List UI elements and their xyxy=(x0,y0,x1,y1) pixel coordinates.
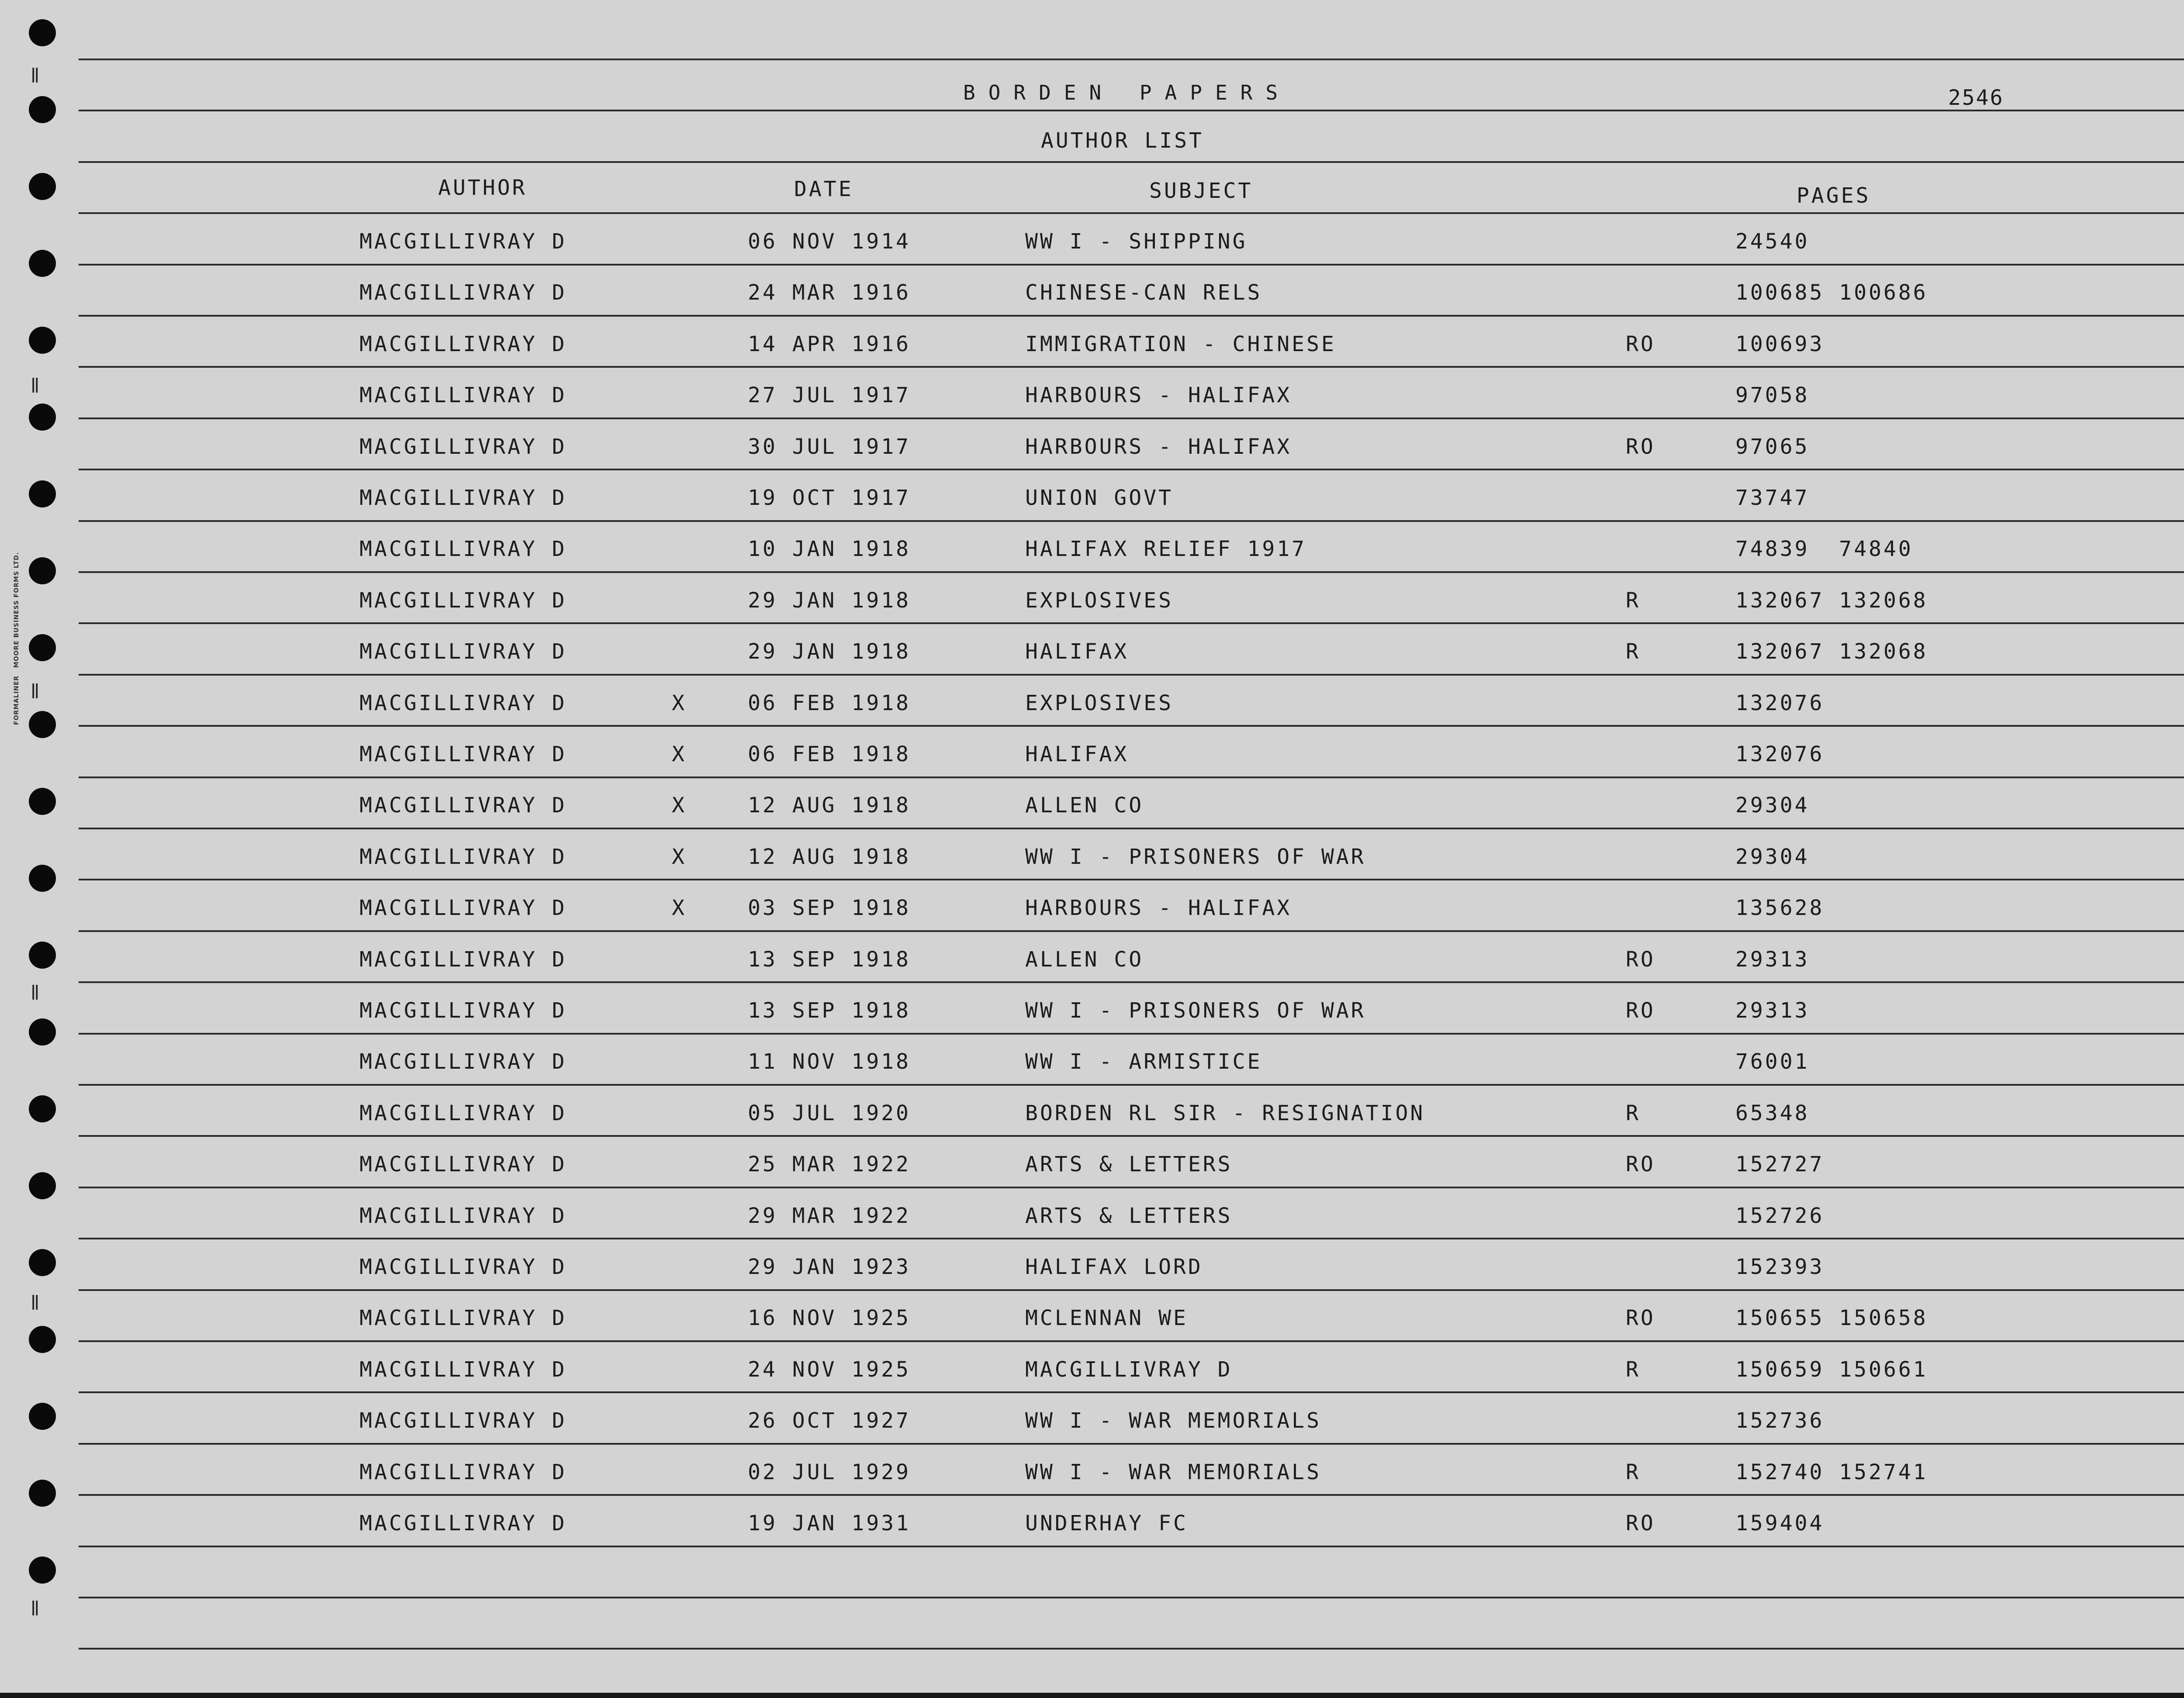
perforation-mark: ‖ xyxy=(31,66,38,83)
subject-cell: UNION GOVT xyxy=(1025,486,1173,510)
page-number: 2546 xyxy=(1948,86,2004,110)
x-mark-cell: X xyxy=(672,793,687,818)
date-cell: 24 MAR 1916 xyxy=(748,280,911,305)
ruled-line xyxy=(79,1289,2184,1291)
pages-cell: 73747 xyxy=(1735,486,1810,510)
subject-cell: HALIFAX xyxy=(1025,742,1129,766)
subject-cell: HALIFAX RELIEF 1917 xyxy=(1025,537,1307,562)
date-cell: 03 SEP 1918 xyxy=(748,896,911,921)
column-header-date: DATE xyxy=(794,177,854,201)
pages-cell: 132067 132068 xyxy=(1735,588,1928,613)
table-row xyxy=(0,998,2184,1025)
ruled-line xyxy=(79,674,2184,676)
ruled-line xyxy=(79,1135,2184,1137)
pages-cell: 24540 xyxy=(1735,229,1810,254)
author-cell: MACGILLIVRAY D xyxy=(359,742,567,766)
table-row xyxy=(0,537,2184,563)
date-cell: 26 OCT 1927 xyxy=(748,1408,911,1433)
table-row xyxy=(0,639,2184,666)
date-cell: 02 JUL 1929 xyxy=(748,1460,911,1484)
subject-cell: ALLEN CO xyxy=(1025,947,1144,972)
author-cell: MACGILLIVRAY D xyxy=(359,486,567,510)
pages-cell: 74839 74840 xyxy=(1735,537,1913,562)
ruled-line xyxy=(79,418,2184,419)
ruled-line xyxy=(79,1648,2184,1650)
table-row xyxy=(0,691,2184,717)
pages-cell: 152393 xyxy=(1735,1255,1825,1279)
pages-cell: 100685 100686 xyxy=(1735,280,1928,305)
table-row xyxy=(0,742,2184,768)
ruled-line xyxy=(79,1597,2184,1598)
subject-cell: UNDERHAY FC xyxy=(1025,1511,1188,1536)
subject-cell: EXPLOSIVES xyxy=(1025,588,1173,613)
ruled-line xyxy=(79,981,2184,983)
ruled-line xyxy=(79,1340,2184,1342)
subject-cell: WW I - ARMISTICE xyxy=(1025,1049,1262,1074)
code-cell: R xyxy=(1626,588,1641,613)
date-cell: 12 AUG 1918 xyxy=(748,844,911,869)
code-cell: RO xyxy=(1626,1511,1655,1536)
perforation-mark: ‖ xyxy=(31,1293,38,1310)
ruled-line xyxy=(79,777,2184,778)
list-subtitle: AUTHOR LIST xyxy=(1041,128,1204,153)
subject-cell: ARTS & LETTERS xyxy=(1025,1203,1233,1228)
table-row xyxy=(0,845,2184,871)
date-cell: 05 JUL 1920 xyxy=(748,1101,911,1125)
x-mark-cell: X xyxy=(672,896,687,921)
table-row xyxy=(0,435,2184,461)
pages-cell: 76001 xyxy=(1735,1049,1810,1074)
table-row xyxy=(0,332,2184,358)
code-cell: RO xyxy=(1626,1152,1655,1177)
table-row xyxy=(0,1255,2184,1281)
table-row xyxy=(0,383,2184,409)
x-mark-cell: X xyxy=(672,844,687,869)
pages-cell: 152740 152741 xyxy=(1735,1460,1928,1484)
date-cell: 29 JAN 1923 xyxy=(748,1255,911,1279)
date-cell: 30 JUL 1917 xyxy=(748,434,911,459)
code-cell: RO xyxy=(1626,998,1655,1023)
ruled-line xyxy=(79,1443,2184,1445)
ruled-line xyxy=(79,571,2184,573)
date-cell: 13 SEP 1918 xyxy=(748,998,911,1023)
ruled-line xyxy=(79,161,2184,163)
x-mark-cell: X xyxy=(672,742,687,766)
subject-cell: CHINESE-CAN RELS xyxy=(1025,280,1262,305)
subject-cell: HALIFAX LORD xyxy=(1025,1255,1203,1279)
table-row xyxy=(0,1101,2184,1127)
ruled-line xyxy=(79,1238,2184,1239)
table-row xyxy=(0,1049,2184,1076)
author-cell: MACGILLIVRAY D xyxy=(359,793,567,818)
pages-cell: 132076 xyxy=(1735,742,1825,766)
date-cell: 29 MAR 1922 xyxy=(748,1203,911,1228)
pages-cell: 152736 xyxy=(1735,1408,1825,1433)
code-cell: RO xyxy=(1626,331,1655,356)
perforation-mark: ‖ xyxy=(31,376,38,393)
table-row xyxy=(0,1511,2184,1537)
ruled-line xyxy=(79,110,2184,111)
ruled-line xyxy=(79,930,2184,932)
pages-cell: 152726 xyxy=(1735,1203,1825,1228)
pages-cell: 159404 xyxy=(1735,1511,1825,1536)
subject-cell: HARBOURS - HALIFAX xyxy=(1025,896,1292,921)
author-cell: MACGILLIVRAY D xyxy=(359,639,567,664)
ruled-line xyxy=(79,1494,2184,1496)
date-cell: 27 JUL 1917 xyxy=(748,383,911,408)
ruled-line xyxy=(79,366,2184,368)
column-header-author: AUTHOR xyxy=(438,176,527,200)
table-row xyxy=(0,1152,2184,1178)
scan-edge-bottom xyxy=(0,1693,2184,1698)
author-cell: MACGILLIVRAY D xyxy=(359,1511,567,1536)
table-row xyxy=(0,896,2184,922)
author-cell: MACGILLIVRAY D xyxy=(359,1460,567,1484)
date-cell: 29 JAN 1918 xyxy=(748,588,911,613)
table-row xyxy=(0,1460,2184,1486)
author-cell: MACGILLIVRAY D xyxy=(359,1408,567,1433)
author-cell: MACGILLIVRAY D xyxy=(359,331,567,356)
ruled-line xyxy=(79,879,2184,880)
date-cell: 10 JAN 1918 xyxy=(748,537,911,562)
author-cell: MACGILLIVRAY D xyxy=(359,690,567,715)
ruled-line xyxy=(79,1033,2184,1035)
date-cell: 06 NOV 1914 xyxy=(748,229,911,254)
author-cell: MACGILLIVRAY D xyxy=(359,1152,567,1177)
code-cell: RO xyxy=(1626,1306,1655,1331)
pages-cell: 29304 xyxy=(1735,844,1810,869)
table-row xyxy=(0,1357,2184,1384)
date-cell: 16 NOV 1925 xyxy=(748,1306,911,1331)
pages-cell: 65348 xyxy=(1735,1101,1810,1125)
perforation-mark: ‖ xyxy=(31,983,38,1000)
author-cell: MACGILLIVRAY D xyxy=(359,1306,567,1331)
date-cell: 29 JAN 1918 xyxy=(748,639,911,664)
code-cell: RO xyxy=(1626,434,1655,459)
pages-cell: 29313 xyxy=(1735,947,1810,972)
subject-cell: WW I - SHIPPING xyxy=(1025,229,1248,254)
ruled-line xyxy=(79,520,2184,522)
ruled-line xyxy=(79,1391,2184,1393)
ruled-line xyxy=(79,315,2184,317)
date-cell: 19 JAN 1931 xyxy=(748,1511,911,1536)
ruled-line xyxy=(79,1084,2184,1086)
code-cell: R xyxy=(1626,1357,1641,1382)
feed-hole xyxy=(29,19,56,46)
pages-cell: 150659 150661 xyxy=(1735,1357,1928,1382)
ruled-line xyxy=(79,469,2184,470)
feed-hole xyxy=(29,173,56,200)
feed-hole xyxy=(29,96,56,123)
author-cell: MACGILLIVRAY D xyxy=(359,229,567,254)
author-cell: MACGILLIVRAY D xyxy=(359,434,567,459)
subject-cell: WW I - PRISONERS OF WAR xyxy=(1025,998,1366,1023)
table-row xyxy=(0,1408,2184,1435)
date-cell: 19 OCT 1917 xyxy=(748,486,911,510)
author-cell: MACGILLIVRAY D xyxy=(359,537,567,562)
pages-cell: 97065 xyxy=(1735,434,1810,459)
subject-cell: WW I - WAR MEMORIALS xyxy=(1025,1408,1321,1433)
ruled-line xyxy=(79,212,2184,214)
date-cell: 13 SEP 1918 xyxy=(748,947,911,972)
feed-hole xyxy=(29,1556,56,1584)
x-mark-cell: X xyxy=(672,690,687,715)
pages-cell: 29313 xyxy=(1735,998,1810,1023)
author-cell: MACGILLIVRAY D xyxy=(359,1203,567,1228)
subject-cell: WW I - PRISONERS OF WAR xyxy=(1025,844,1366,869)
author-cell: MACGILLIVRAY D xyxy=(359,844,567,869)
ruled-line xyxy=(79,59,2184,60)
author-cell: MACGILLIVRAY D xyxy=(359,1357,567,1382)
pages-cell: 152727 xyxy=(1735,1152,1825,1177)
subject-cell: HALIFAX xyxy=(1025,639,1129,664)
subject-cell: HARBOURS - HALIFAX xyxy=(1025,434,1292,459)
pages-cell: 150655 150658 xyxy=(1735,1306,1928,1331)
perforation-mark: ‖ xyxy=(31,1598,38,1616)
pages-cell: 132067 132068 xyxy=(1735,639,1928,664)
perforation-mark: ‖ xyxy=(31,681,38,699)
subject-cell: MACGILLIVRAY D xyxy=(1025,1357,1233,1382)
ruled-line xyxy=(79,1187,2184,1188)
pages-cell: 100693 xyxy=(1735,331,1825,356)
author-cell: MACGILLIVRAY D xyxy=(359,947,567,972)
date-cell: 25 MAR 1922 xyxy=(748,1152,911,1177)
code-cell: R xyxy=(1626,1101,1641,1125)
table-row xyxy=(0,1204,2184,1230)
author-cell: MACGILLIVRAY D xyxy=(359,280,567,305)
subject-cell: WW I - WAR MEMORIALS xyxy=(1025,1460,1321,1484)
author-cell: MACGILLIVRAY D xyxy=(359,896,567,921)
ruled-line xyxy=(79,622,2184,624)
ruled-line xyxy=(79,725,2184,727)
table-row xyxy=(0,229,2184,255)
subject-cell: MCLENNAN WE xyxy=(1025,1306,1188,1331)
ruled-line xyxy=(79,828,2184,829)
date-cell: 14 APR 1916 xyxy=(748,331,911,356)
page-title: BORDEN PAPERS xyxy=(963,81,1291,104)
date-cell: 12 AUG 1918 xyxy=(748,793,911,818)
table-row xyxy=(0,588,2184,614)
table-row xyxy=(0,793,2184,819)
column-header-subject: SUBJECT xyxy=(1149,179,1253,203)
subject-cell: ARTS & LETTERS xyxy=(1025,1152,1233,1177)
author-cell: MACGILLIVRAY D xyxy=(359,383,567,408)
author-cell: MACGILLIVRAY D xyxy=(359,998,567,1023)
pages-cell: 135628 xyxy=(1735,896,1825,921)
author-cell: MACGILLIVRAY D xyxy=(359,1255,567,1279)
pages-cell: 29304 xyxy=(1735,793,1810,818)
subject-cell: ALLEN CO xyxy=(1025,793,1144,818)
author-cell: MACGILLIVRAY D xyxy=(359,588,567,613)
subject-cell: IMMIGRATION - CHINESE xyxy=(1025,331,1336,356)
table-row xyxy=(0,280,2184,307)
ruled-line xyxy=(79,264,2184,266)
date-cell: 24 NOV 1925 xyxy=(748,1357,911,1382)
code-cell: R xyxy=(1626,639,1641,664)
table-row xyxy=(0,1306,2184,1332)
date-cell: 06 FEB 1918 xyxy=(748,742,911,766)
author-cell: MACGILLIVRAY D xyxy=(359,1049,567,1074)
date-cell: 11 NOV 1918 xyxy=(748,1049,911,1074)
table-row xyxy=(0,947,2184,973)
code-cell: R xyxy=(1626,1460,1641,1484)
table-row xyxy=(0,486,2184,512)
code-cell: RO xyxy=(1626,947,1655,972)
date-cell: 06 FEB 1918 xyxy=(748,690,911,715)
subject-cell: EXPLOSIVES xyxy=(1025,690,1173,715)
form-maker-imprint: FORMALINER MOORE BUSINESS FORMS LTD. xyxy=(13,552,20,725)
ruled-line xyxy=(79,1546,2184,1547)
subject-cell: HARBOURS - HALIFAX xyxy=(1025,383,1292,408)
pages-cell: 97058 xyxy=(1735,383,1810,408)
pages-cell: 132076 xyxy=(1735,690,1825,715)
column-header-pages: PAGES xyxy=(1797,183,1871,208)
subject-cell: BORDEN RL SIR - RESIGNATION xyxy=(1025,1101,1425,1125)
author-cell: MACGILLIVRAY D xyxy=(359,1101,567,1125)
